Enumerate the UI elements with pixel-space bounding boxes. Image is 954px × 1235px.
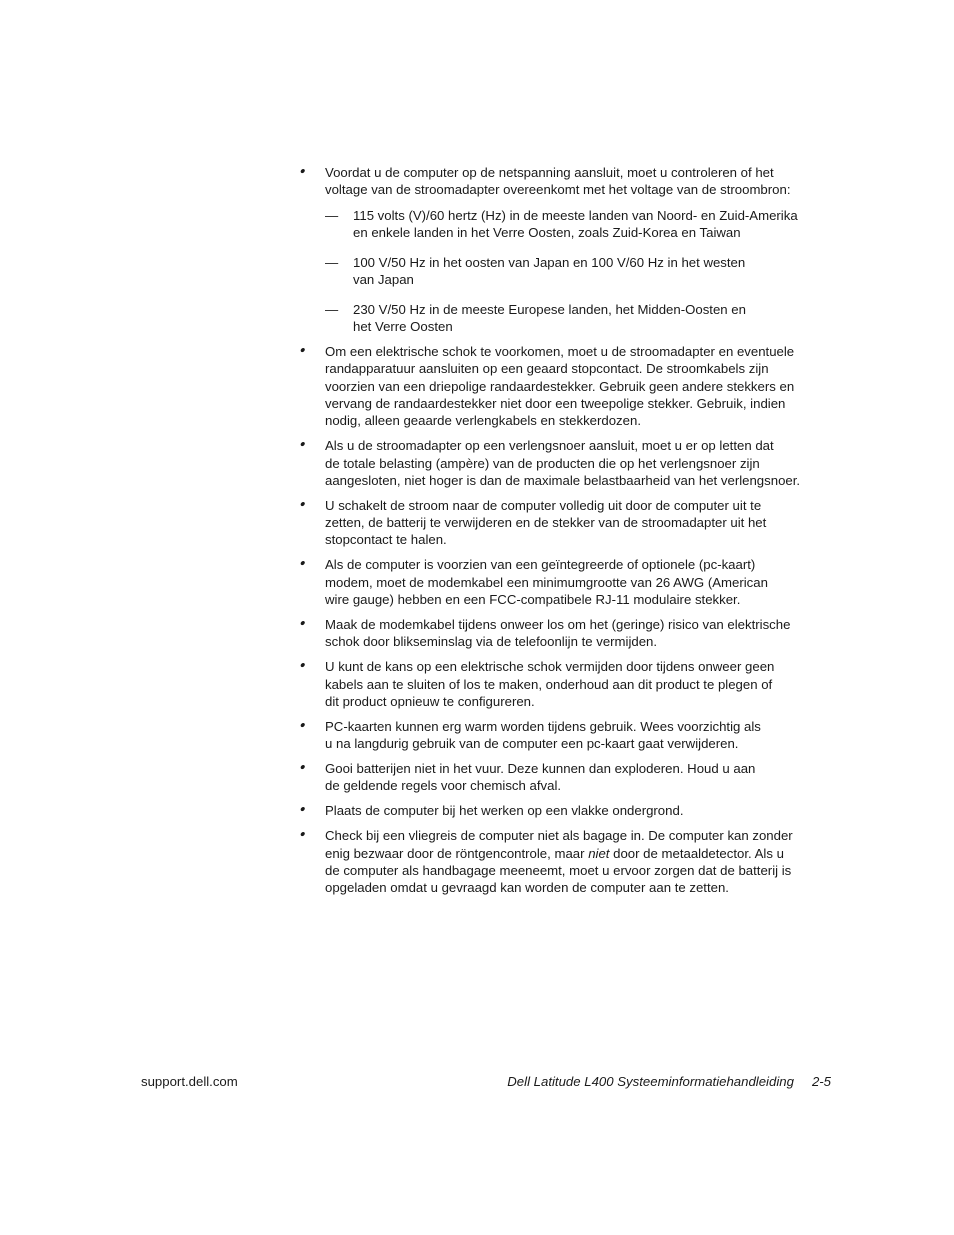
bullet-extension-cord bbox=[297, 436, 831, 489]
text-line: de geldende regels voor chemisch afval. bbox=[325, 778, 562, 794]
dash-marker: — bbox=[325, 301, 339, 317]
footer-title-page bbox=[507, 1073, 831, 1090]
bullet-pc-cards-hot bbox=[297, 716, 831, 753]
text-line: randapparatuur aansluiten op een geaard stopcontact. De stroomkabels zijn bbox=[325, 361, 769, 377]
bullet-modem-cable bbox=[297, 555, 831, 608]
sub-item-230v bbox=[325, 301, 831, 336]
bullet-icon: • bbox=[297, 614, 308, 632]
text-line: PC-kaarten kunnen erg warm worden tijdens gebruik. Wees voorzichtig als bbox=[325, 718, 761, 734]
text-line: de totale belasting (ampère) van de producten die op het verlengsnoer zijn bbox=[325, 455, 760, 471]
bullet-batteries-fire bbox=[297, 759, 831, 795]
bullet-icon: • bbox=[297, 801, 308, 819]
bullet-air-travel bbox=[297, 826, 831, 896]
bullet-icon: • bbox=[297, 342, 308, 360]
text-line: wire gauge) hebben en een FCC-compatibele RJ-11 modulaire stekker. bbox=[325, 591, 741, 607]
bullet-thunderstorm-service bbox=[297, 657, 831, 710]
voltage-sub-list bbox=[325, 207, 831, 336]
text-line: zetten, de batterij te verwijderen en de stekker van de stroomadapter uit het bbox=[325, 515, 767, 531]
text-segment: enig bezwaar door de röntgencontrole, maar bbox=[325, 845, 589, 861]
text-line: Maak de modemkabel tijdens onweer los om het (geringe) risico van elektrische bbox=[325, 616, 791, 632]
page-number: 2-5 bbox=[811, 1074, 831, 1089]
bullet-power-off bbox=[297, 495, 831, 549]
text-line: vervang de randaardestekker niet door een tweepolige stekker. Gebruik, indien bbox=[325, 395, 786, 411]
text-line: 115 volts (V)/60 hertz (Hz) in de meeste landen van Noord- en Zuid-Amerika bbox=[353, 207, 798, 223]
text-line: dit product opnieuw te configureren. bbox=[325, 693, 535, 709]
text-line: u na langdurig gebruik van de computer een pc-kaart gaat verwijderen. bbox=[325, 736, 739, 752]
text-line: Als u de stroomadapter op een verlengsnoer aansluit, moet u er op letten dat bbox=[325, 438, 774, 454]
dash-marker: — bbox=[325, 254, 339, 270]
text-line: voorzien van een driepolige randaardestekker. Gebruik geen andere stekkers en bbox=[325, 378, 795, 394]
bullet-icon: • bbox=[297, 436, 308, 454]
text-line: 100 V/50 Hz in het oosten van Japan en 100 V/60 Hz in het westen bbox=[353, 254, 746, 270]
text-line: U schakelt de stroom naar de computer volledig uit door de computer uit te bbox=[325, 497, 762, 513]
text-line bbox=[325, 845, 831, 862]
text-line: Als de computer is voorzien van een geïntegreerde of optionele (pc-kaart) bbox=[325, 557, 756, 573]
text-line: Plaats de computer bij het werken op een vlakke ondergrond. bbox=[325, 803, 684, 819]
dash-marker: — bbox=[325, 207, 339, 223]
safety-bullet-list bbox=[297, 163, 831, 904]
text-line: van Japan bbox=[353, 271, 414, 287]
sub-item-115v bbox=[325, 207, 831, 242]
text-line: Gooi batterijen niet in het vuur. Deze kunnen dan exploderen. Houd u aan bbox=[325, 761, 756, 777]
bullet-flat-surface bbox=[297, 801, 831, 819]
text-line: voltage van de stroomadapter overeenkomt met het voltage van de stroombron: bbox=[325, 182, 791, 198]
text-line: nodig, alleen geaarde verlengkabels en stekkerdozen. bbox=[325, 413, 641, 429]
text-segment: door de metaaldetector. Als u bbox=[609, 845, 784, 861]
bullet-icon: • bbox=[297, 826, 308, 844]
text-line: schok door blikseminslag via de telefoonlijn te vermijden. bbox=[325, 634, 658, 650]
footer-url: support.dell.com bbox=[141, 1074, 238, 1089]
text-line: Om een elektrische schok te voorkomen, moet u de stroomadapter en eventuele bbox=[325, 344, 795, 360]
bullet-icon: • bbox=[297, 759, 308, 777]
text-line: Voordat u de computer op de netspanning aansluit, moet u controleren of het bbox=[325, 165, 774, 180]
text-line: opgeladen omdat u gevraagd kan worden de computer aan te zetten. bbox=[325, 880, 729, 896]
text-line: de computer als handbagage meeneemt, moet u ervoor zorgen dat de batterij is bbox=[325, 862, 792, 878]
text-line: en enkele landen in het Verre Oosten, zoals Zuid-Korea en Taiwan bbox=[353, 224, 741, 240]
sub-item-100v bbox=[325, 254, 831, 289]
footer-manual-title: Dell Latitude L400 Systeeminformatiehandleiding bbox=[507, 1074, 794, 1089]
bullet-icon: • bbox=[297, 555, 308, 573]
bullet-icon: • bbox=[297, 657, 308, 675]
bullet-icon: • bbox=[297, 495, 308, 513]
bullet-thunderstorm-modem bbox=[297, 614, 831, 651]
text-line: Check bij een vliegreis de computer niet als bagage in. De computer kan zonder bbox=[325, 828, 793, 844]
text-line: stopcontact te halen. bbox=[325, 532, 447, 548]
bullet-grounding bbox=[297, 342, 831, 429]
text-line: aangesloten, niet hoger is dan de maximale belastbaarheid van het verlengsnoer. bbox=[325, 472, 801, 488]
bullet-icon: • bbox=[297, 163, 308, 180]
text-line: het Verre Oosten bbox=[353, 319, 453, 335]
text-line: U kunt de kans op een elektrische schok vermijden door tijdens onweer geen bbox=[325, 659, 775, 675]
text-line: kabels aan te sluiten of los te maken, onderhoud aan dit product te plegen of bbox=[325, 676, 773, 692]
bullet-icon: • bbox=[297, 716, 308, 734]
text-line: 230 V/50 Hz in de meeste Europese landen, het Midden-Oosten en bbox=[353, 301, 746, 317]
emphasis-not: niet bbox=[588, 845, 610, 861]
text-line: modem, moet de modemkabel een minimumgrootte van 26 AWG (American bbox=[325, 574, 768, 590]
bullet-voltage-check bbox=[297, 163, 831, 335]
